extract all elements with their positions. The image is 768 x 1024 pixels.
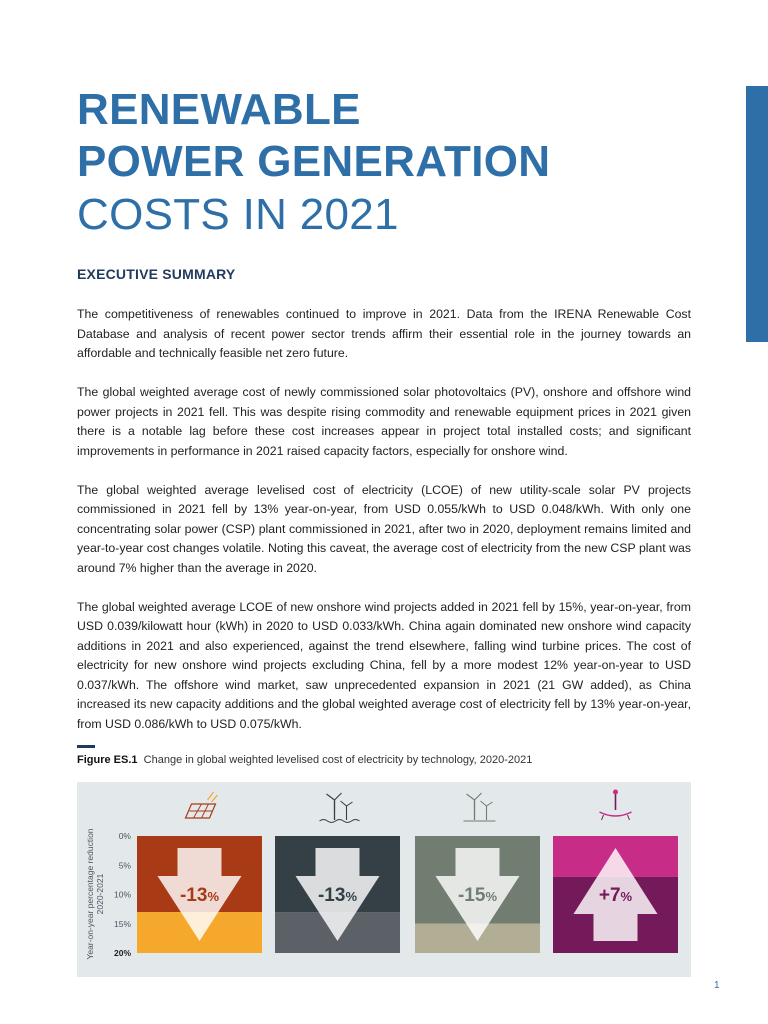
title-line-2: POWER GENERATION	[77, 137, 551, 186]
y-tick-label: 0%	[118, 831, 131, 841]
bar-value-label: -13%	[317, 885, 358, 906]
onshore-wind-icon	[464, 793, 496, 821]
figure-label: Figure ES.1	[77, 754, 138, 766]
paragraph: The global weighted average levelised cost of electricity (LCOE) of new utility-scale solar PV projects commissioned in 2021 fell by 13% year-on-year, from USD 0.055/kWh to USD 0.048/kWh. With only one concentrating solar power (CSP) plant commissioned in 2021, after two in 2020, deployment remains limited and year-to-year cost changes volatile. Noting this caveat, the average cost of electricity from the new CSP plant was around 7% higher than the average in 2020.	[77, 482, 691, 575]
body-text	[77, 305, 691, 754]
solar-panel-icon	[186, 792, 218, 818]
y-tick-label: 15%	[113, 918, 131, 929]
bar-value-label: +7%	[598, 885, 633, 906]
bar-value-label: -15%	[457, 885, 498, 906]
y-axis-title: Year-on-year percentage reduction2020-2021	[85, 828, 105, 960]
page-number: 1	[714, 980, 720, 991]
title-line-1: RENEWABLE	[77, 85, 361, 134]
y-tick-label: 5%	[118, 860, 131, 871]
side-accent-bar	[746, 86, 768, 342]
paragraph: The competitiveness of renewables continued to improve in 2021. Data from the IRENA Renewable Cost Database and analysis of recent power sector trends affirm their essential role in the journey towards an affordable and technically feasible net zero future.	[77, 307, 691, 360]
lcoe-change-chart	[77, 782, 691, 977]
paragraph: The global weighted average LCOE of new onshore wind projects added in 2021 fell by 15%, year-on-year, from USD 0.039/kilowatt hour (kWh) in 2020 to USD 0.033/kWh. China again dominated new onshore wind capacity additions in 2021 and also experienced, against the trend elsewhere, falling wind turbine prices. The cost of electricity for new onshore wind projects excluding China, fell by a more modest 12% year-on-year to USD 0.037/kWh. The offshore wind market, saw unprecedented expansion in 2021 (21 GW added), as China increased its new capacity additions and the global weighted average cost of electricity fell by 13% year-on-year, from USD 0.086/kWh to USD 0.075/kWh.	[77, 599, 691, 731]
csp-tower-icon	[600, 790, 632, 821]
y-tick-label: 20%	[113, 948, 131, 958]
figure-rule	[77, 745, 95, 748]
figure-caption-text: Change in global weighted levelised cost of electricity by technology, 2020-2021	[143, 754, 533, 766]
section-heading: EXECUTIVE SUMMARY	[77, 266, 236, 282]
bar-value-label: -13%	[179, 885, 220, 906]
paragraph: The global weighted average cost of newly commissioned solar photovoltaics (PV), onshore and offshore wind power projects in 2021 fell. This was despite rising commodity and renewable equipment prices in 2021 given there is a notable lag before these cost increases appear in project total installed costs; and significant improvements in performance in 2021 raised capacity factors, especially for onshore wind.	[77, 385, 691, 458]
y-tick-label: 10%	[113, 889, 131, 900]
figure-panel	[77, 782, 691, 977]
title-line-3: COSTS IN 2021	[77, 190, 399, 239]
report-title	[77, 84, 550, 242]
offshore-wind-icon	[320, 793, 360, 823]
figure-caption	[77, 754, 532, 766]
